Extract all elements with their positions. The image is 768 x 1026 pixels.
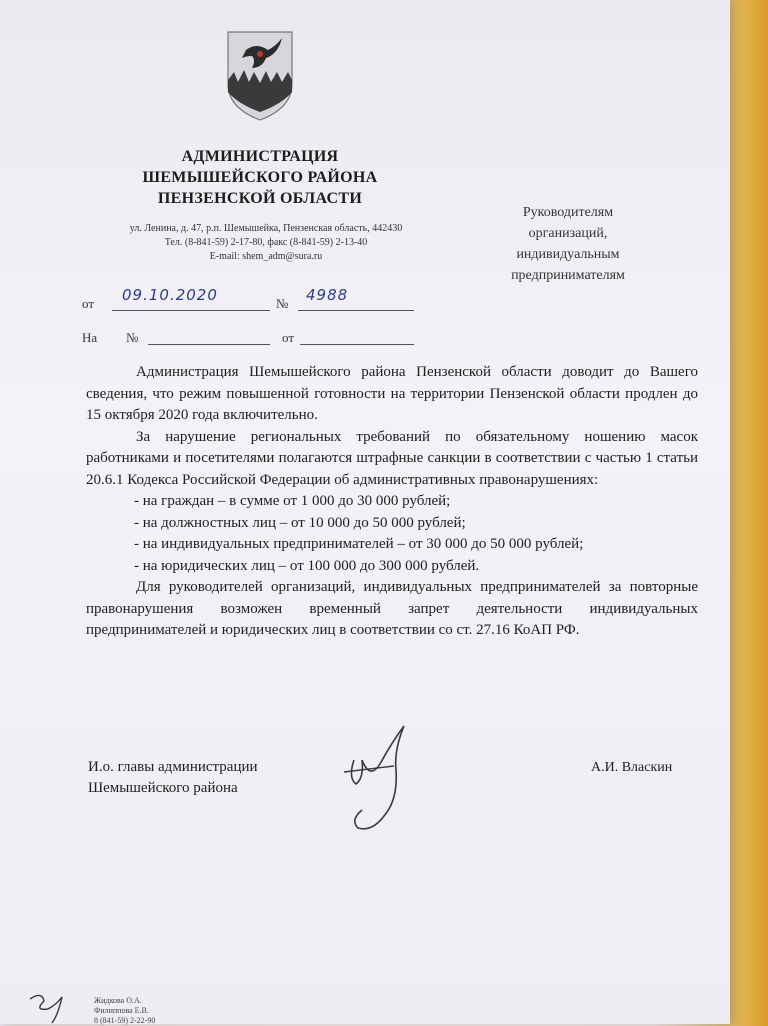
signatory-name: А.И. Власкин: [591, 760, 673, 775]
paragraph-repeat-violations: Для руководителей организаций, индивидуальных предпринимателей за повторные правонарушения возможен временный запрет деятельности индивидуальных предпринимателей и юридических лиц в соответствии со ст. 27.16 КоАП РФ.: [86, 579, 698, 638]
reply-number-label: №: [126, 330, 139, 345]
handwritten-signature: [334, 720, 414, 840]
recipient-block: [488, 202, 648, 286]
org-address: ул. Ленина, д. 47, р.п. Шемышейка, Пензенская область, 442430: [129, 223, 403, 234]
recipient-line-2: организаций,: [528, 226, 608, 241]
signatory-title: [88, 757, 258, 799]
signatory-title-line-1: И.о. главы администрации: [88, 759, 258, 775]
signatory-title-line-2: Шемышейского района: [88, 780, 238, 796]
coat-of-arms-emblem: [222, 28, 298, 122]
fine-citizens: - на граждан – в сумме от 1 000 до 30 000 рублей;: [134, 493, 451, 509]
org-name-line-3: ПЕНЗЕНСКОЙ ОБЛАСТИ: [157, 190, 363, 207]
reply-date-label: от: [282, 330, 295, 345]
recipient-line-3: индивидуальным: [516, 247, 620, 262]
letter-body: [86, 362, 698, 642]
document-date: 09.10.2020: [122, 286, 218, 304]
org-name-line-1: АДМИНИСТРАЦИЯ: [181, 148, 339, 165]
executor-phone: 8 (841-59) 2-22-90: [94, 1016, 156, 1025]
reply-to-label: На: [82, 330, 98, 345]
organization-contacts: [96, 222, 436, 264]
org-email: E-mail: shem_adm@sura.ru: [209, 251, 323, 262]
paragraph-fines-intro: За нарушение региональных требований по обязательному ношению масок работниками и посетителями полагаются штрафные санкции в соответствии с частью 1 статьи 20.6.1 Кодекса Российской Федерации об административных правонарушениях:: [86, 428, 698, 488]
org-name-line-2: ШЕМЫШЕЙСКОГО РАЙОНА: [142, 169, 378, 186]
fine-entrepreneurs: - на индивидуальных предпринимателей – от 30 000 до 50 000 рублей;: [134, 536, 584, 552]
reply-number-line: [148, 328, 270, 345]
paragraph-regime-extension: Администрация Шемышейского района Пензенской области доводит до Вашего сведения, что режим повышенной готовности на территории Пензенской области продлен до 15 октября 2020 года включительно.: [86, 364, 698, 423]
number-label: №: [276, 296, 289, 311]
document-number: 4988: [306, 286, 349, 304]
recipient-line-1: Руководителям: [522, 205, 614, 220]
fine-legal-entities: - на юридических лиц – от 100 000 до 300 000 рублей.: [134, 557, 480, 574]
executor-2: Филиппова Е.В.: [94, 1006, 149, 1015]
reply-date-line: [300, 328, 414, 345]
recipient-line-4: предпринимателям: [511, 268, 625, 283]
fine-officials: - на должностных лиц – от 10 000 до 50 000 рублей;: [134, 514, 466, 531]
executor-1: Жидкова О.А.: [94, 996, 142, 1005]
fines-list: [86, 491, 698, 577]
organization-name: [110, 146, 410, 209]
date-label: от: [82, 296, 95, 311]
executor-initials-scribble: [22, 985, 82, 1025]
executors-block: [94, 996, 155, 1026]
org-phone: Тел. (8-841-59) 2-17-80, факс (8-841-59) 2-13-40: [164, 237, 368, 248]
